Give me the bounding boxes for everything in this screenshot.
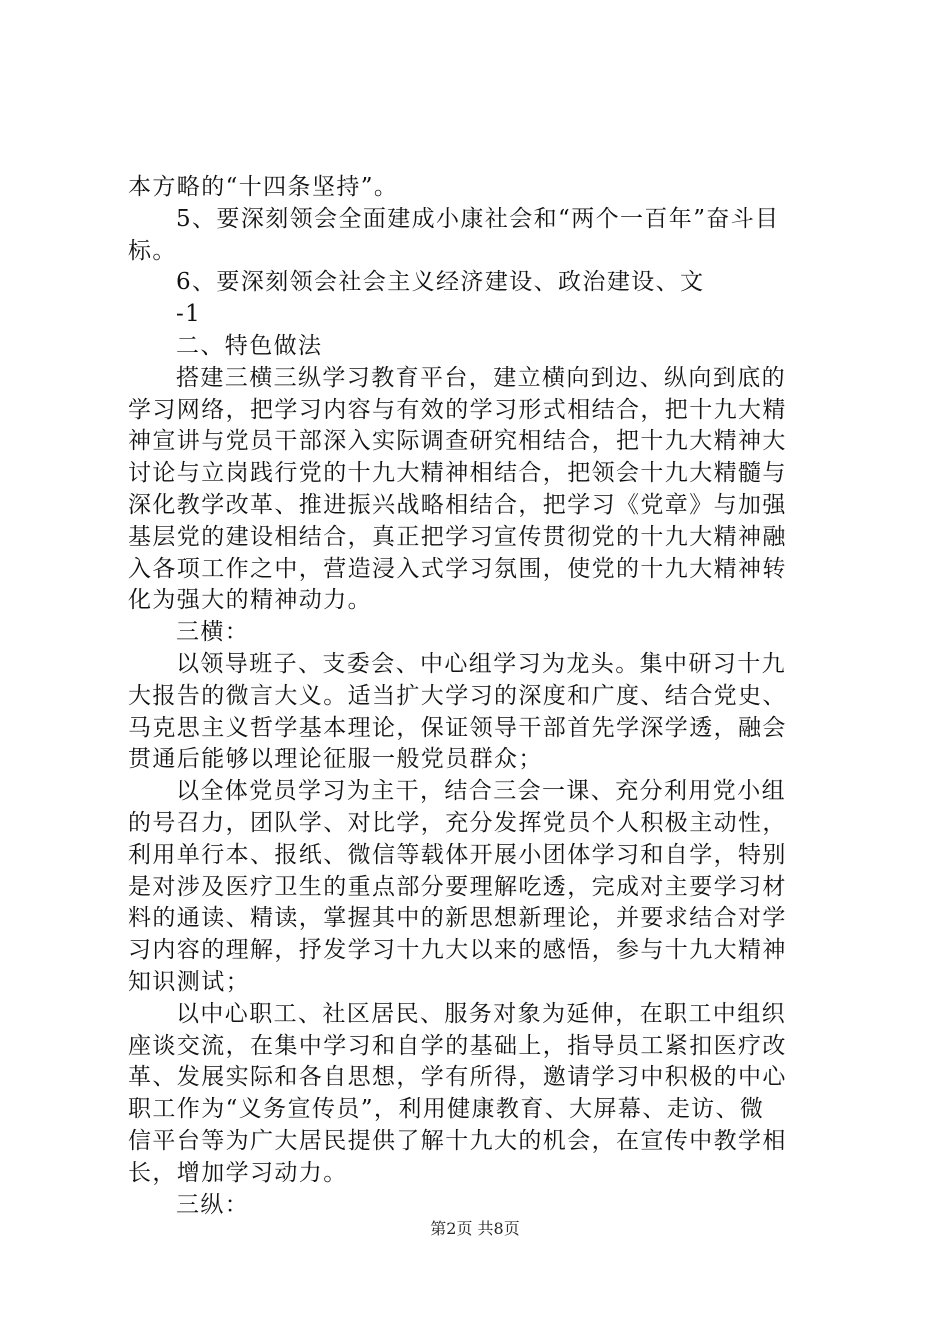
text-line: 本方略的“十四条坚持”。 [128, 174, 399, 200]
text-line: 基层党的建设相结合，真正把学习宣传贯彻党的十九大精神融 [128, 523, 787, 550]
text-line: 料的通读、精读，掌握其中的新思想新理论，并要求结合对学 [128, 905, 787, 932]
document-body [128, 172, 828, 1221]
text-line: 入各项工作之中，营造浸入式学习氛围，使党的十九大精神转 [128, 555, 787, 582]
text-line: 标。 [128, 237, 177, 264]
page-footer: 第2页 共8页 [430, 1219, 520, 1238]
text-line: 神宣讲与党员干部深入实际调查研究相结合，把十九大精神大 [128, 428, 787, 455]
text-line: 讨论与立岗践行党的十九大精神相结合，把领会十九大精髓与 [128, 460, 787, 487]
text-line: 化为强大的精神动力。 [128, 587, 372, 614]
text-line: 二、特色做法 [176, 332, 323, 359]
text-line: 以全体党员学习为主干，结合三会一课、充分利用党小组 [176, 778, 786, 805]
text-line: 搭建三横三纵学习教育平台，建立横向到边、纵向到底的 [176, 364, 786, 391]
text-line: 贯通后能够以理论征服一般党员群众； [128, 746, 543, 773]
text-line: 三横： [176, 619, 250, 646]
text-line: 深化教学改革、推进振兴战略相结合，把学习《党章》与加强 [128, 491, 787, 518]
text-line: 学习网络，把学习内容与有效的学习形式相结合，把十九大精 [128, 396, 787, 423]
text-line: 是对涉及医疗卫生的重点部分要理解吃透，完成对主要学习材 [128, 873, 787, 900]
text-line: 大报告的微言大义。适当扩大学习的深度和广度、结合党史、 [128, 682, 787, 709]
text-line: 信平台等为广大居民提供了解十九大的机会，在宣传中教学相 [128, 1127, 787, 1154]
text-line: 知识测试； [128, 968, 250, 995]
text-line: -1 [176, 301, 202, 328]
text-line: 职工作为“义务宣传员”，利用健康教育、大屏幕、走访、微 [128, 1096, 765, 1123]
text-line: 6、要深刻领会社会主义经济建设、政治建设、文 [176, 269, 705, 296]
text-line: 以中心职工、社区居民、服务对象为延伸，在职工中组织 [176, 1000, 786, 1027]
text-line: 利用单行本、报纸、微信等载体开展小团体学习和自学，特别 [128, 841, 787, 868]
text-line: 的号召力，团队学、对比学，充分发挥党员个人积极主动性， [128, 809, 787, 836]
text-line: 5、要深刻领会全面建成小康社会和“两个一百年”奋斗目 [176, 205, 780, 232]
text-line: 革、发展实际和各自思想，学有所得，邀请学习中积极的中心 [128, 1064, 787, 1091]
text-line: 以领导班子、支委会、中心组学习为龙头。集中研习十九 [176, 650, 786, 677]
text-line: 长，增加学习动力。 [128, 1159, 348, 1186]
text-line: 座谈交流，在集中学习和自学的基础上，指导员工紧扣医疗改 [128, 1032, 787, 1059]
text-line: 马克思主义哲学基本理论，保证领导干部首先学深学透，融会 [128, 714, 787, 741]
text-line: 三纵： [176, 1191, 250, 1218]
text-line: 习内容的理解，抒发学习十九大以来的感悟，参与十九大精神 [128, 937, 787, 964]
